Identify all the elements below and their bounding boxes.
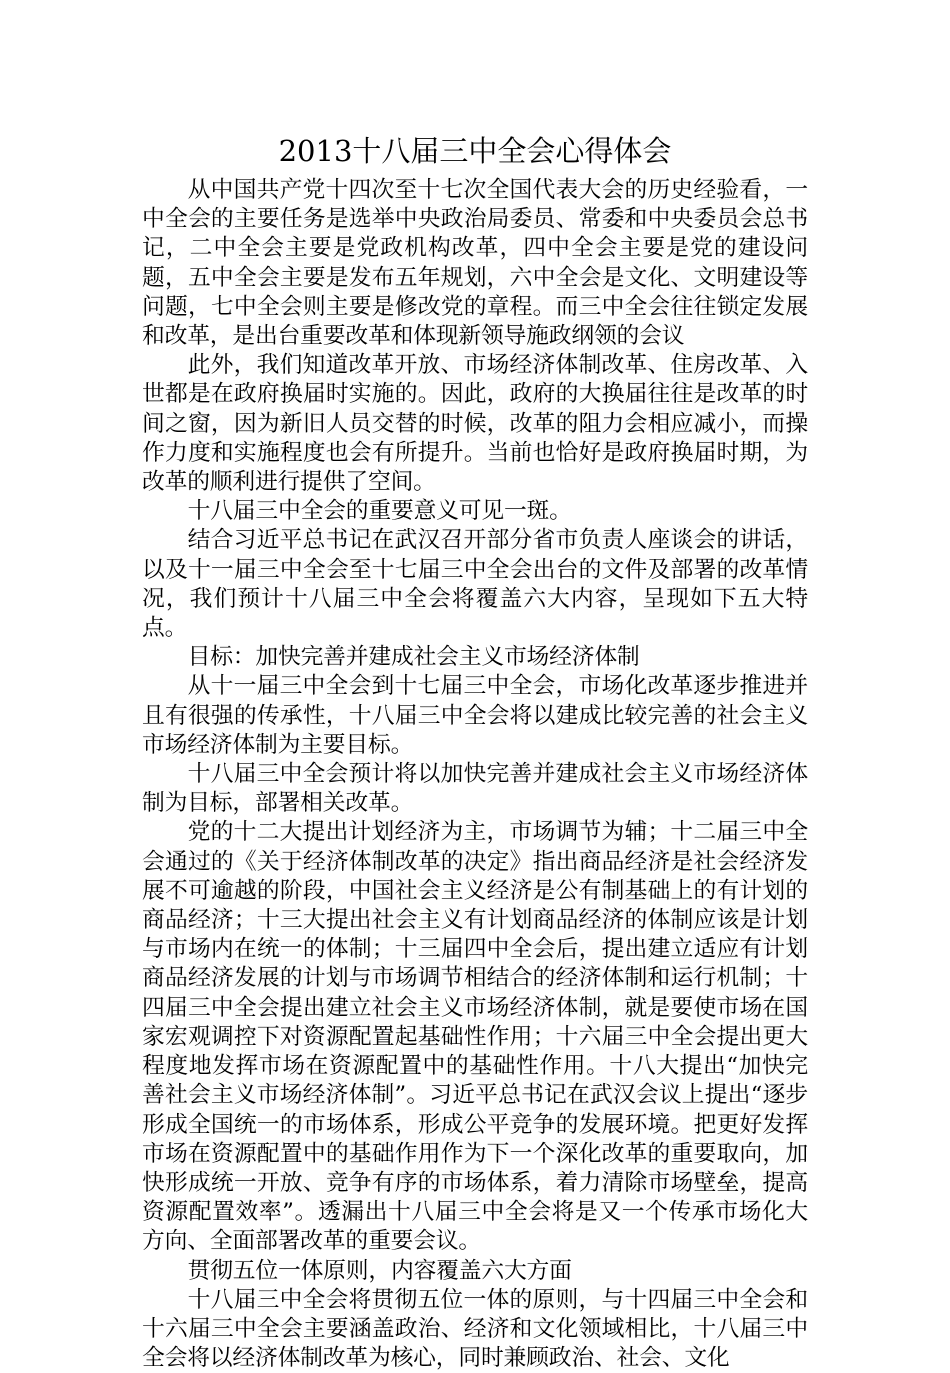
paragraph: 十八届三中全会预计将以加快完善并建成社会主义市场经济体制为目标，部署相关改革。 — [142, 761, 808, 817]
paragraph: 从十一届三中全会到十七届三中全会，市场化改革逐步推进并且有很强的传承性，十八届三中全会将以建成比较完善的社会主义市场经济体制为主要目标。 — [142, 673, 808, 758]
section-heading: 贯彻五位一体原则，内容覆盖六大方面 — [187, 1257, 572, 1284]
paragraph: 此外，我们知道改革开放、市场经济体制改革、住房改革、入世都是在政府换届时实施的。因此，政府的大换届往往是改革的时间之窗，因为新旧人员交替的时候，改革的阻力会相应减小，而操作力度和实施程度也会有所提升。当前也恰好是政府换届时期，为改革的顺利进行提供了空间。 — [142, 352, 808, 496]
paragraph: 十八届三中全会将贯彻五位一体的原则，与十四届三中全会和十六届三中全会主要涵盖政治、经济和文化领域相比，十八届三中全会将以经济体制改革为核心，同时兼顾政治、社会、文化 — [142, 1286, 808, 1372]
paragraph: 党的十二大提出计划经济为主，市场调节为辅；十二届三中全会通过的《关于经济体制改革的决定》指出商品经济是社会经济发展不可逾越的阶段，中国社会主义经济是公有制基础上的有计划的商品经济；十三大提出社会主义有计划商品经济的体制应该是计划与市场内在统一的体制；十三届四中全会后，提出建立适应有计划商品经济发展的计划与市场调节相结合的经济体制和运行机制；十四届三中全会提出建立社会主义市场经济体制，就是要使市场在国家宏观调控下对资源配置起基础性作用；十六届三中全会提出更大程度地发挥市场在资源配置中的基础性作用。十八大提出“加快完善社会主义市场经济体制”。习近平总书记在武汉会议上提出“逐步形成全国统一的市场体系，形成公平竞争的发展环境。把更好发挥市场在资源配置中的基础作用作为下一个深化改革的重要取向，加快形成统一开放、竞争有序的市场体系，着力清除市场壁垒，提高资源配置效率”。透漏出十八届三中全会将是又一个传承市场化大方向、全面部署改革的重要会议。 — [142, 819, 808, 1255]
section-heading: 目标：加快完善并建成社会主义市场经济体制 — [187, 644, 640, 671]
document-title: 2013十八届三中全会心得体会 — [278, 134, 672, 168]
paragraph: 结合习近平总书记在武汉召开部分省市负责人座谈会的讲话，以及十一届三中全会至十七届三中全会出台的文件及部署的改革情况，我们预计十八届三中全会将覆盖六大内容，呈现如下五大特点。 — [142, 527, 808, 642]
paragraph: 十八届三中全会的重要意义可见一斑。 — [187, 498, 572, 525]
document-page — [142, 126, 808, 1373]
paragraph: 从中国共产党十四次至十七次全国代表大会的历史经验看，一中全会的主要任务是选举中央政治局委员、常委和中央委员会总书记，二中全会主要是党政机构改革，四中全会主要是党的建设问题，五中全会主要是发布五年规划，六中全会是文化、文明建设等问题，七中全会则主要是修改党的章程。而三中全会往往锁定发展和改革，是出台重要改革和体现新领导施政纲领的会议 — [142, 177, 808, 350]
